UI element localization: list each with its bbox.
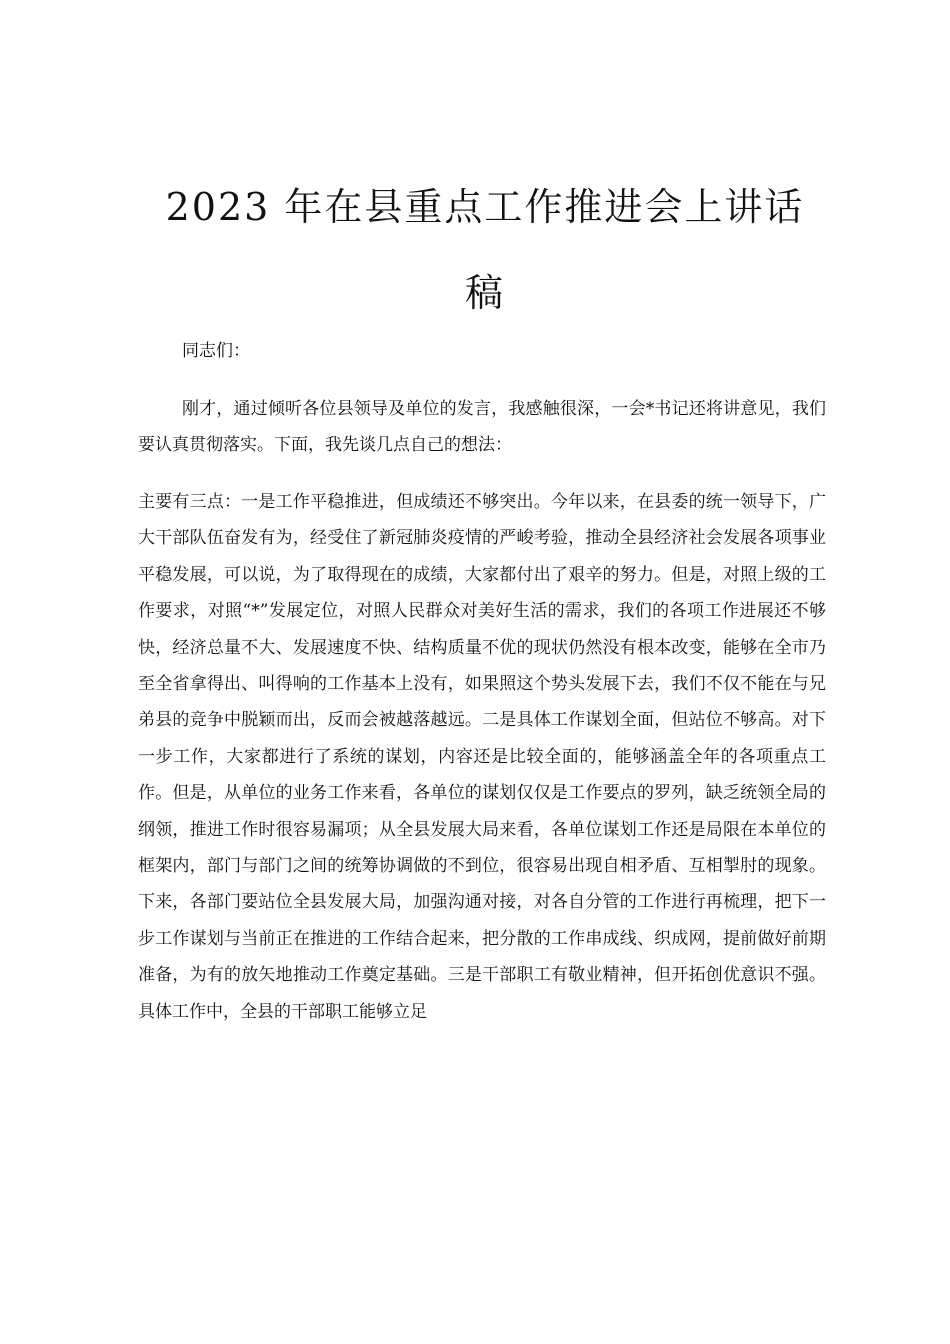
title-line-2: 稿 [464, 271, 505, 315]
greeting: 同志们： [182, 341, 250, 361]
document-title [140, 164, 830, 336]
intro-paragraph: 刚才，通过倾听各位县领导及单位的发言，我感触很深，一会*书记还将讲意见，我们要认真贯彻落实。下面，我先谈几点自己的想法： [138, 399, 826, 455]
title-line-1: 2023 年在县重点工作推进会上讲话 [165, 185, 805, 229]
body-paragraph: 主要有三点：一是工作平稳推进，但成绩还不够突出。今年以来，在县委的统一领导下，广大干部队伍奋发有为，经受住了新冠肺炎疫情的严峻考验，推动全县经济社会发展各项事业平稳发展，可以说，为了取得现在的成绩，大家都付出了艰辛的努力。但是，对照上级的工作要求，对照“*”发展定位，对照人民群众对美好生活的需求，我们的各项工作进展还不够快，经济总量不大、发展速度不快、结构质量不优的现状仍然没有根本改变，能够在全市乃至全省拿得出、叫得响的工作基本上没有，如果照这个势头发展下去，我们不仅不能在与兄弟县的竞争中脱颖而出，反而会被越落越远。二是具体工作谋划全面，但站位不够高。对下一步工作，大家都进行了系统的谋划，内容还是比较全面的，能够涵盖全年的各项重点工作。但是，从单位的业务工作来看，各单位的谋划仅仅是工作要点的罗列，缺乏统领全局的纲领，推进工作时很容易漏项；从全县发展大局来看，各单位谋划工作还是局限在本单位的框架内，部门与部门之间的统筹协调做的不到位，很容易出现自相矛盾、互相掣肘的现象。下来，各部门要站位全县发展大局，加强沟通对接，对各自分管的工作进行再梳理，把下一步工作谋划与当前正在推进的工作结合起来，把分散的工作串成线、织成网，提前做好前期准备，为有的放矢地推动工作奠定基础。三是干部职工有敬业精神，但开拓创优意识不强。具体工作中，全县的干部职工能够立足 [138, 492, 826, 1022]
